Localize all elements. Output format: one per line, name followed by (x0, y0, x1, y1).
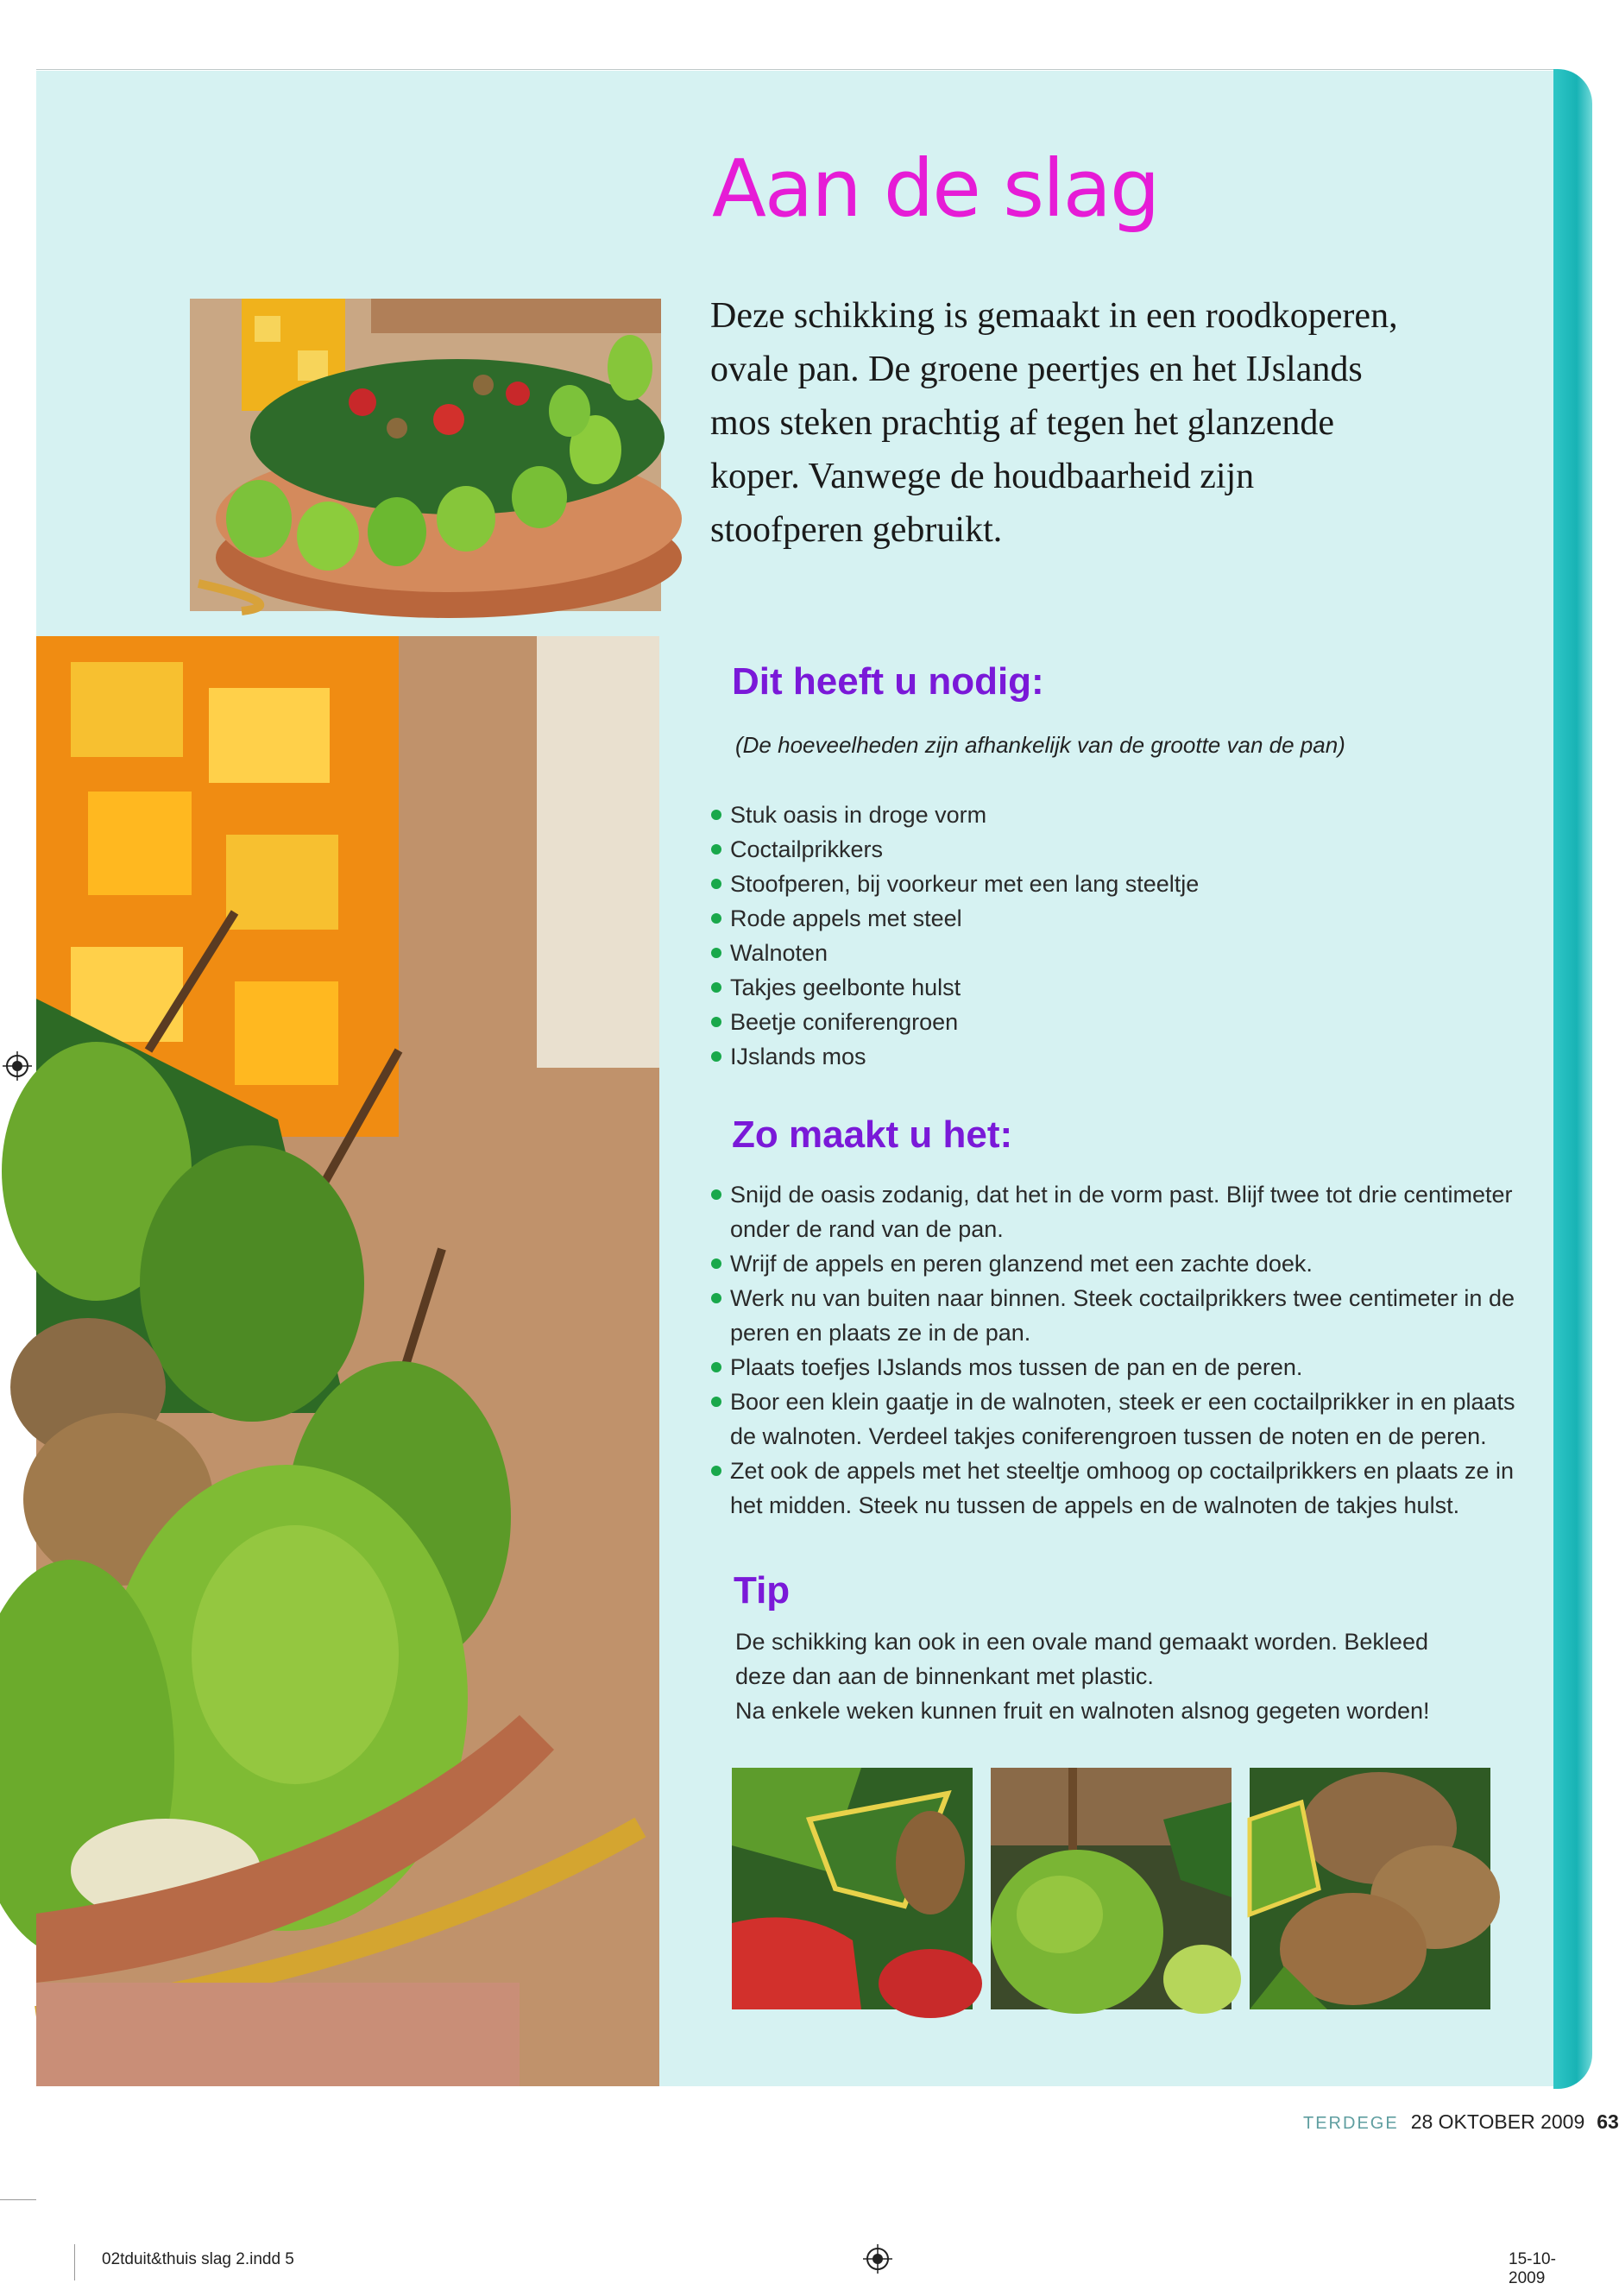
thumbnail-holly-apple (732, 1768, 973, 2009)
arrangement-photo-large (36, 636, 659, 2086)
list-item: Beetje coniferengroen (709, 1005, 1486, 1039)
list-item: Takjes geelbonte hulst (709, 970, 1486, 1005)
trim-line (36, 69, 1555, 70)
article-intro: Deze schikking is gemaakt in een roodkoperen, ovale pan. De groene peertjes en het IJslands mos steken prachtig af tegen het glanzende koper. Vanwege de houdbaarheid zijn stoofperen gebruikt. (710, 296, 1398, 550)
list-item: Boor een klein gaatje in de walnoten, steek er een coctailprikker in en plaats de walnoten. Verdeel takjes coniferengroen tussen de noten en de peren. (709, 1385, 1521, 1454)
list-item: Werk nu van buiten naar binnen. Steek coctailprikkers twee centimeter in de peren en plaats ze in de pan. (709, 1281, 1521, 1350)
list-item: Walnoten (709, 936, 1486, 970)
crop-mark (74, 2244, 75, 2280)
tip-line: Na enkele weken kunnen fruit en walnoten alsnog gegeten worden! (735, 1698, 1430, 1724)
list-item: Wrijf de appels en peren glanzend met een zachte doek. (709, 1246, 1521, 1281)
needs-heading: Dit heeft u nodig: (732, 660, 1044, 703)
needs-note: (De hoeveelheden zijn afhankelijk van de grootte van de pan) (735, 732, 1345, 758)
list-item: Zet ook de appels met het steeltje omhoog op coctailprikkers en plaats ze in het midden. Steek nu tussen de appels en de walnoten de takjes hulst. (709, 1454, 1521, 1523)
tip-line: deze dan aan de binnenkant met plastic. (735, 1663, 1154, 1689)
arrangement-photo-small (190, 299, 661, 611)
page-edge-strip (1553, 69, 1592, 2089)
issue-date: 28 OKTOBER 2009 (1410, 2110, 1585, 2133)
method-steps (709, 1177, 1521, 1523)
tip-heading: Tip (734, 1569, 791, 1612)
crop-mark (0, 2199, 36, 2200)
tip-text (735, 1624, 1477, 1728)
page-folio (1303, 2110, 1619, 2134)
magazine-name: TERDEGE (1303, 2114, 1399, 2133)
page-number: 63 (1597, 2110, 1619, 2133)
slug-date: 15-10-2009 (1509, 2250, 1556, 2287)
needs-list (709, 798, 1486, 1074)
list-item: Stoofperen, bij voorkeur met een lang steeltje (709, 867, 1486, 901)
slug-filename: 02tduit&thuis slag 2.indd 5 (102, 2250, 294, 2268)
list-item: Plaats toefjes IJslands mos tussen de pan en de peren. (709, 1350, 1521, 1385)
list-item: Rode appels met steel (709, 901, 1486, 936)
list-item: Coctailprikkers (709, 832, 1486, 867)
list-item: Stuk oasis in droge vorm (709, 798, 1486, 832)
article-title: Aan de slag (712, 142, 1159, 235)
tip-line: De schikking kan ook in een ovale mand gemaakt worden. Bekleed (735, 1629, 1428, 1655)
list-item: Snijd de oasis zodanig, dat het in de vorm past. Blijf twee tot drie centimeter onder de rand van de pan. (709, 1177, 1521, 1246)
registration-mark-icon (3, 1051, 32, 1081)
method-heading: Zo maakt u het: (732, 1113, 1013, 1156)
list-item: IJslands mos (709, 1039, 1486, 1074)
registration-mark-icon (863, 2244, 892, 2274)
thumbnail-walnuts (1250, 1768, 1490, 2009)
thumbnail-pear (991, 1768, 1232, 2009)
